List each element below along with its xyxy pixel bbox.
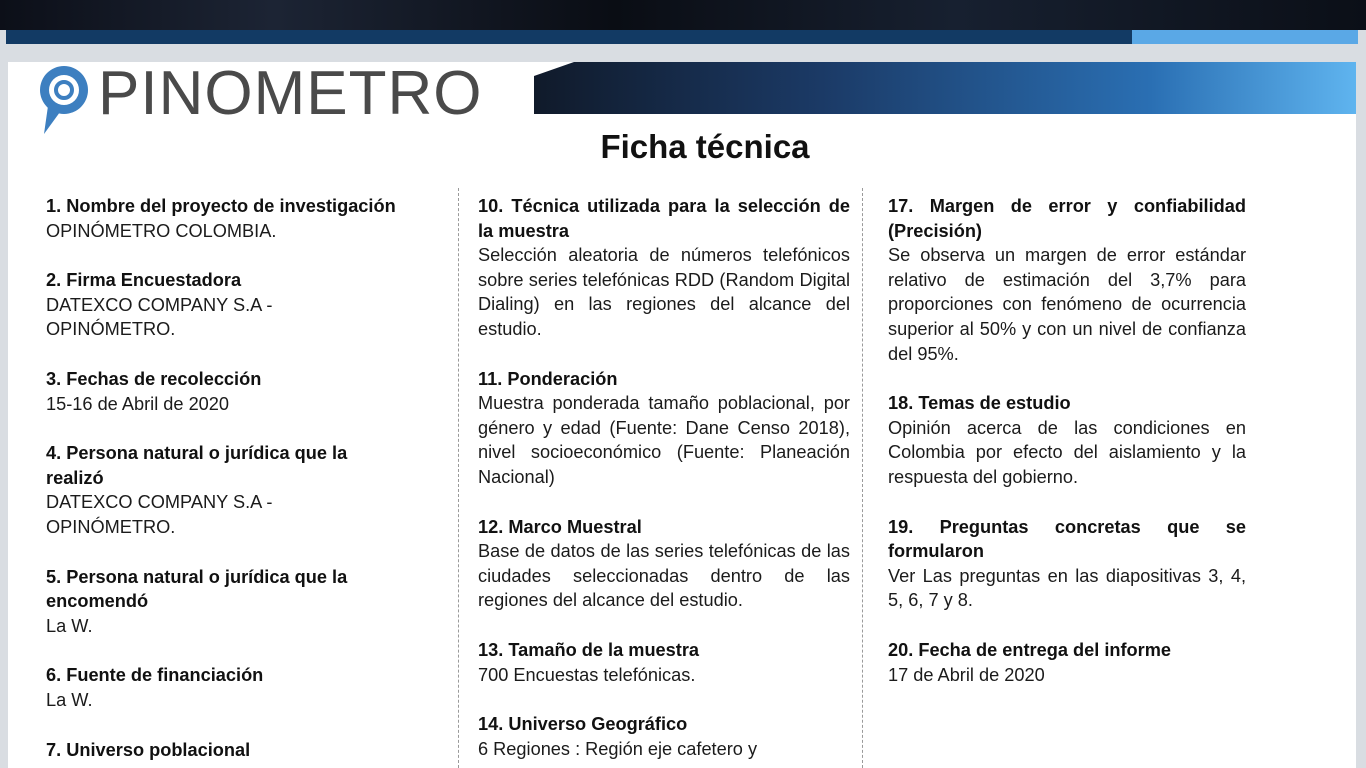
list-item: [46, 194, 446, 243]
list-item: [888, 391, 1246, 489]
item-heading: 3. Fechas de recolección: [46, 368, 262, 389]
document-sheet: [8, 62, 1356, 768]
item-text: 700 Encuestas telefónicas.: [478, 664, 696, 685]
item-heading: 12. Marco Muestral: [478, 516, 642, 537]
list-item: [478, 638, 850, 687]
list-item: [46, 738, 446, 763]
header-notch: [534, 62, 574, 76]
column-middle: [478, 194, 850, 768]
item-text: Ver Las preguntas en las diapositivas 3, 4, 5, 6, 7 y 8.: [888, 565, 1246, 611]
column-divider: [862, 188, 863, 768]
item-text: Selección aleatoria de números telefónicos sobre series telefónicas RDD (Random Digital Dialing) en las regiones del alcance del estudio.: [478, 245, 850, 339]
list-item: [46, 441, 446, 539]
item-text: 15-16 de Abril de 2020: [46, 393, 230, 414]
item-text: 17 de Abril de 2020: [888, 664, 1045, 685]
list-item: [478, 712, 850, 761]
item-heading: 4. Persona natural o jurídica que la realizó: [46, 443, 348, 488]
item-text: DATEXCO COMPANY S.A - OPINÓMETRO.: [46, 294, 273, 340]
item-heading: 13. Tamaño de la muestra: [478, 639, 700, 660]
list-item: [46, 663, 446, 712]
item-heading: 14. Universo Geográfico: [478, 714, 688, 735]
item-heading: 1. Nombre del proyecto de investigación: [46, 196, 396, 216]
item-heading: 19. Preguntas concretas que se formularon: [888, 516, 1246, 562]
column-right: [888, 194, 1246, 712]
speech-bubble-icon: [36, 64, 96, 136]
item-text: 6 Regiones : Región eje cafetero y: [478, 738, 758, 759]
brand-name: PINOMETRO: [98, 62, 483, 128]
item-heading: 17. Margen de error y confiabilidad (Precisión): [888, 196, 1246, 241]
dark-blue-stripe: [6, 30, 1132, 44]
column-left: [46, 194, 446, 768]
item-heading: 6. Fuente de financiación: [46, 665, 264, 686]
video-top-band: [0, 0, 1366, 30]
list-item: [478, 515, 850, 613]
list-item: [478, 194, 850, 342]
opinometro-logo: [36, 64, 506, 136]
header-gradient-bar: [534, 62, 1356, 114]
item-text: La W.: [46, 615, 93, 636]
item-text: Se observa un margen de error estándar relativo de estimación del 3,7% para proporciones con fenómeno de ocurrencia superior al 50% y con un nivel de confianza del 95%.: [888, 245, 1246, 364]
list-item: [46, 268, 446, 342]
list-item: [888, 515, 1246, 613]
column-divider: [458, 188, 459, 768]
item-heading: 10. Técnica utilizada para la selección de la muestra: [478, 196, 850, 241]
item-text: DATEXCO COMPANY S.A - OPINÓMETRO.: [46, 492, 273, 537]
item-heading: 2. Firma Encuestadora: [46, 270, 242, 291]
page-title: Ficha técnica: [600, 128, 810, 165]
list-item: [888, 638, 1246, 687]
item-heading: 5. Persona natural o jurídica que la encomendó: [46, 566, 348, 612]
item-text: Opinión acerca de las condiciones en Colombia por efecto del aislamiento y la respuesta del gobierno.: [888, 417, 1246, 487]
light-blue-stripe: [1132, 30, 1358, 44]
item-heading: 11. Ponderación: [478, 368, 618, 389]
item-text: La W.: [46, 689, 93, 710]
list-item: [46, 565, 446, 639]
list-item: [888, 194, 1246, 366]
list-item: [478, 367, 850, 490]
item-text: Base de datos de las series telefónicas de las ciudades seleccionadas dentro de las regiones del alcance del estudio.: [478, 541, 850, 611]
item-heading: 7. Universo poblacional: [46, 739, 251, 760]
list-item: [46, 367, 446, 416]
item-heading: 18. Temas de estudio: [888, 393, 1071, 414]
item-heading: 20. Fecha de entrega del informe: [888, 639, 1172, 660]
item-text: OPINÓMETRO COLOMBIA.: [46, 220, 277, 241]
item-text: Muestra ponderada tamaño poblacional, por género y edad (Fuente: Dane Censo 2018), nivel socioeconómico (Fuente: Planeación Nacional): [478, 393, 850, 487]
